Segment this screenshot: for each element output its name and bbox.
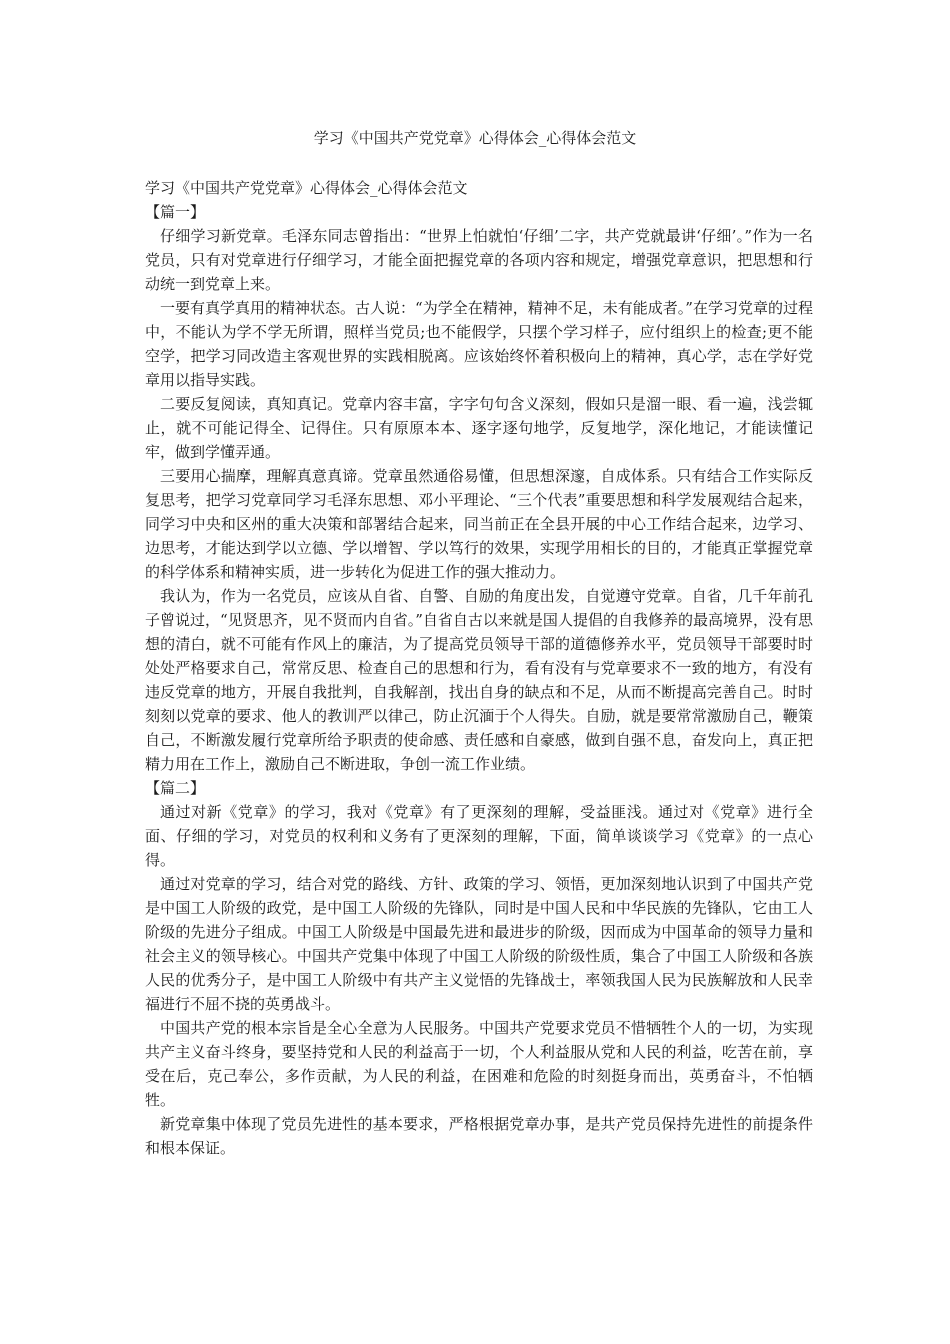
document-subtitle: 学习《中国共产党党章》心得体会_心得体会范文: [145, 179, 468, 197]
paragraph: 新党章集中体现了党员先进性的基本要求，严格根据党章办事，是共产党员保持先进性的前提条件和根本保证。: [145, 1115, 813, 1157]
paragraph: 通过对新《党章》的学习，我对《党章》有了更深刻的理解，受益匪浅。通过对《党章》进行全面、仔细的学习，对党员的权利和义务有了更深刻的理解，下面，简单谈谈学习《党章》的一点心得。: [145, 803, 813, 869]
paragraph: 一要有真学真用的精神状态。古人说：“为学全在精神，精神不足，未有能成者。”在学习党章的过程中，不能认为学不学无所谓，照样当党员;也不能假学，只摆个学习样子，应付组织上的检查;更不能空学，把学习同改造主客观世界的实践相脱离。应该始终怀着积极向上的精神，真心学，志在学好党章用以指导实践。: [145, 299, 813, 389]
paragraph: 通过对党章的学习，结合对党的路线、方针、政策的学习、领悟，更加深刻地认识到了中国共产党是中国工人阶级的政党，是中国工人阶级的先锋队，同时是中国人民和中华民族的先锋队，它由工人阶级的先进分子组成。中国工人阶级是中国最先进和最进步的阶级，因而成为中国革命的领导力量和社会主义的领导核心。中国共产党集中体现了中国工人阶级的阶级性质，集合了中国工人阶级和各族人民的优秀分子，是中国工人阶级中有共产主义觉悟的先锋战士，率领我国人民为民族解放和人民幸福进行不屈不挠的英勇战斗。: [145, 875, 813, 1013]
document-title: 学习《中国共产党党章》心得体会_心得体会范文: [313, 129, 637, 147]
section-label-2: 【篇二】: [145, 779, 206, 797]
paragraph: 二要反复阅读，真知真记。党章内容丰富，字字句句含义深刻，假如只是溜一眼、看一遍，浅尝辄止，就不可能记得全、记得住。只有原原本本、逐字逐句地学，反复地学，深化地记，才能读懂记牢，做到学懂弄通。: [145, 395, 813, 461]
section-label-1: 【篇一】: [145, 203, 206, 221]
paragraph: 中国共产党的根本宗旨是全心全意为人民服务。中国共产党要求党员不惜牺牲个人的一切，为实现共产主义奋斗终身，要坚持党和人民的利益高于一切，个人利益服从党和人民的利益，吃苦在前，享受在后，克己奉公，多作贡献，为人民的利益，在困难和危险的时刻挺身而出，英勇奋斗，不怕牺牲。: [145, 1019, 813, 1109]
document-body: [145, 176, 813, 1160]
paragraph: 我认为，作为一名党员，应该从自省、自警、自励的角度出发，自觉遵守党章。自省，几千年前孔子曾说过，“见贤思齐，见不贤而内自省。”自省自古以来就是国人提倡的自我修养的最高境界，没有思想的清白，就不可能有作风上的廉洁，为了提高党员领导干部的道德修养水平，党员领导干部要时时处处严格要求自己，常常反思、检查自己的思想和行为，看有没有与党章要求不一致的地方，有没有违反党章的地方，开展自我批判，自我解剖，找出自身的缺点和不足，从而不断提高完善自己。时时刻刻以党章的要求、他人的教训严以律己，防止沉湎于个人得失。自励，就是要常常激励自己，鞭策自己，不断激发履行党章所给予职责的使命感、责任感和自豪感，做到自强不息，奋发向上，真正把精力用在工作上，激励自己不断进取，争创一流工作业绩。: [145, 587, 813, 773]
paragraph: 三要用心揣摩，理解真意真谛。党章虽然通俗易懂，但思想深邃，自成体系。只有结合工作实际反复思考，把学习党章同学习毛泽东思想、邓小平理论、“三个代表”重要思想和科学发展观结合起来，同学习中央和区州的重大决策和部署结合起来，同当前正在全县开展的中心工作结合起来，边学习、边思考，才能达到学以立德、学以增智、学以笃行的效果，实现学用相长的目的，才能真正掌握党章的科学体系和精神实质，进一步转化为促进工作的强大推动力。: [145, 467, 813, 581]
paragraph: 仔细学习新党章。毛泽东同志曾指出：“世界上怕就怕‘仔细’二字，共产党就最讲‘仔细’。”作为一名党员，只有对党章进行仔细学习，才能全面把握党章的各项内容和规定，增强党章意识，把思想和行动统一到党章上来。: [145, 227, 813, 293]
